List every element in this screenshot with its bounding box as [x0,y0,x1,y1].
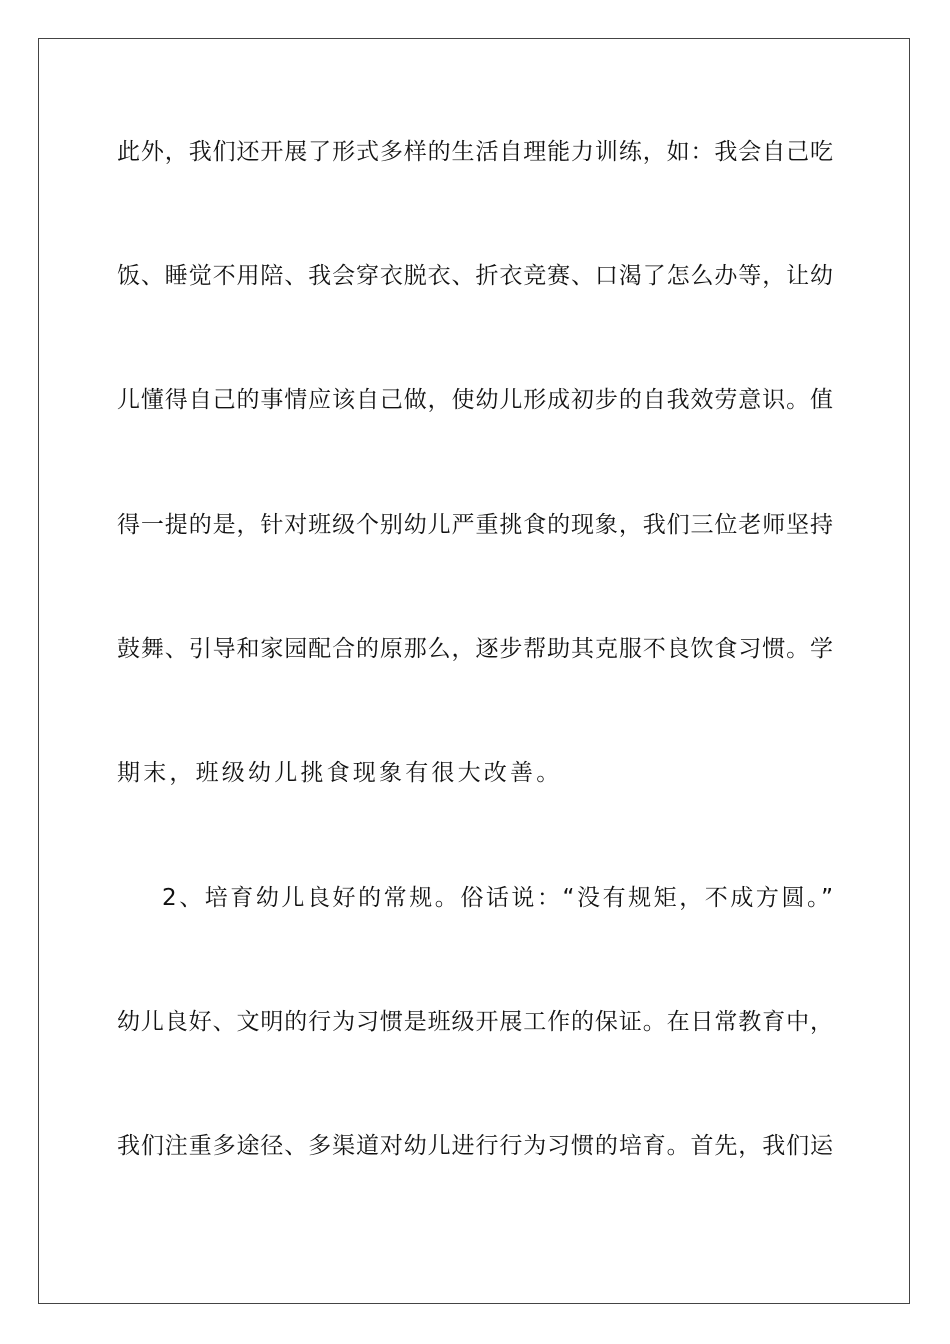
text-line-8: 幼儿良好、文明的行为习惯是班级开展工作的保证。在日常教育中， [117,1009,833,1035]
text-line-4: 得一提的是，针对班级个别幼儿严重挑食的现象，我们三位老师坚持 [117,512,833,538]
text-line-2: 饭、睡觉不用陪、我会穿衣脱衣、折衣竞赛、口渴了怎么办等，让幼 [117,263,833,289]
text-line-1: 此外，我们还开展了形式多样的生活自理能力训练，如：我会自己吃 [117,139,833,165]
text-line-6: 期末，班级幼儿挑食现象有很大改善。 [117,760,563,786]
text-line-3: 儿懂得自己的事情应该自己做，使幼儿形成初步的自我效劳意识。值 [117,387,833,413]
text-line-7: 2、培育幼儿良好的常规。俗话说：“没有规矩，不成方圆。” [162,885,833,911]
text-line-9: 我们注重多途径、多渠道对幼儿进行行为习惯的培育。首先，我们运 [117,1133,833,1159]
page-frame [38,38,910,1304]
text-line-5: 鼓舞、引导和家园配合的原那么，逐步帮助其克服不良饮食习惯。学 [117,636,833,662]
